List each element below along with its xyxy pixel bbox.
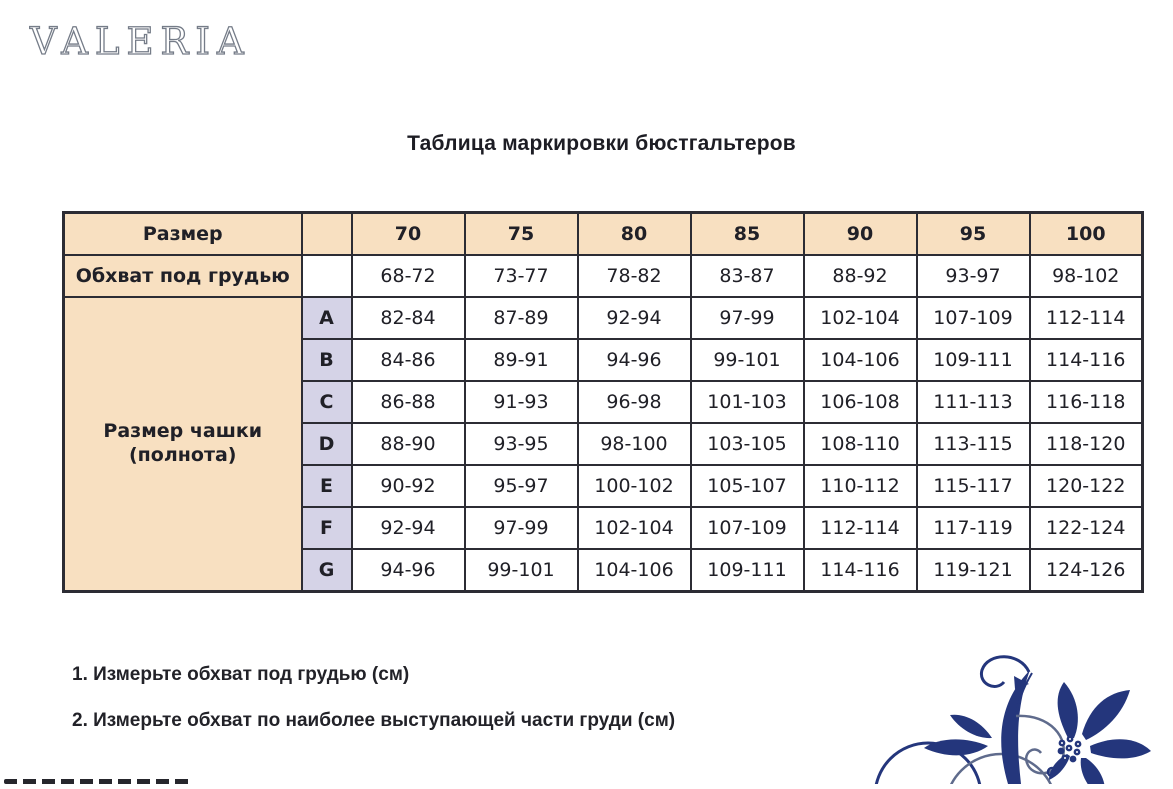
size-row-spacer-cell [302,213,352,256]
cup-value: 101-103 [691,381,804,423]
underbust-row-label: Обхват под грудью [64,255,302,297]
measuring-instructions [72,664,675,756]
size-header-70: 70 [352,213,465,256]
cropped-text-line [4,779,190,784]
table-row-cup-a [64,297,1143,339]
cup-value: 104-106 [578,549,691,592]
table-row-size [64,213,1143,256]
cup-value: 111-113 [917,381,1030,423]
cup-value: 115-117 [917,465,1030,507]
floral-ornament-icon [868,648,1173,784]
cup-value: 92-94 [352,507,465,549]
cup-label-line1: Размер чашки [103,420,263,443]
floral-ornament [868,648,1173,784]
cup-value: 100-102 [578,465,691,507]
cup-value: 124-126 [1030,549,1143,592]
cup-value: 109-111 [691,549,804,592]
size-header-80: 80 [578,213,691,256]
cup-letter-a: A [302,297,352,339]
cup-value: 120-122 [1030,465,1143,507]
cup-letter-g: G [302,549,352,592]
cup-value: 116-118 [1030,381,1143,423]
table-row-underbust [64,255,1143,297]
cup-value: 122-124 [1030,507,1143,549]
cup-value: 107-109 [691,507,804,549]
cup-label-line2: (полнота) [129,444,237,466]
brand-logo [28,12,298,68]
cup-value: 110-112 [804,465,917,507]
cup-value: 89-91 [465,339,578,381]
cup-value: 88-90 [352,423,465,465]
underbust-value: 98-102 [1030,255,1143,297]
cup-letter-c: C [302,381,352,423]
underbust-value: 88-92 [804,255,917,297]
bra-size-table [62,211,1144,593]
underbust-value: 83-87 [691,255,804,297]
cup-value: 97-99 [465,507,578,549]
cup-letter-e: E [302,465,352,507]
cup-value: 97-99 [691,297,804,339]
cup-value: 112-114 [1030,297,1143,339]
underbust-value: 78-82 [578,255,691,297]
cup-value: 87-89 [465,297,578,339]
underbust-value: 68-72 [352,255,465,297]
cup-value: 91-93 [465,381,578,423]
cup-value: 95-97 [465,465,578,507]
cup-value: 102-104 [578,507,691,549]
cup-value: 106-108 [804,381,917,423]
cup-value: 93-95 [465,423,578,465]
cup-value: 108-110 [804,423,917,465]
size-row-label: Размер [64,213,302,256]
size-header-75: 75 [465,213,578,256]
instruction-step-2: 2. Измерьте обхват по наиболее выступающей части груди (см) [72,710,676,731]
cup-value: 112-114 [804,507,917,549]
cup-value: 114-116 [804,549,917,592]
size-header-85: 85 [691,213,804,256]
cup-value: 118-120 [1030,423,1143,465]
cup-value: 107-109 [917,297,1030,339]
underbust-value: 73-77 [465,255,578,297]
cup-value: 90-92 [352,465,465,507]
instruction-step-1: 1. Измерьте обхват под грудью (см) [72,664,410,685]
underbust-spacer-cell [302,255,352,297]
cup-value: 103-105 [691,423,804,465]
cup-value: 117-119 [917,507,1030,549]
cup-value: 94-96 [352,549,465,592]
cup-size-label [64,297,302,592]
cup-value: 96-98 [578,381,691,423]
cup-letter-b: B [302,339,352,381]
cup-value: 105-107 [691,465,804,507]
cup-value: 99-101 [691,339,804,381]
cup-value: 99-101 [465,549,578,592]
cup-value: 94-96 [578,339,691,381]
size-header-95: 95 [917,213,1030,256]
cup-value: 84-86 [352,339,465,381]
size-header-100: 100 [1030,213,1143,256]
svg-text:VALERIA: VALERIA [30,20,251,63]
page-title: Таблица маркировки бюстгальтеров [407,132,796,155]
cup-value: 92-94 [578,297,691,339]
cup-letter-d: D [302,423,352,465]
cup-value: 119-121 [917,549,1030,592]
cup-value: 113-115 [917,423,1030,465]
cup-value: 102-104 [804,297,917,339]
cup-letter-f: F [302,507,352,549]
underbust-value: 93-97 [917,255,1030,297]
cup-value: 86-88 [352,381,465,423]
cup-value: 114-116 [1030,339,1143,381]
cup-value: 82-84 [352,297,465,339]
cup-value: 104-106 [804,339,917,381]
size-header-90: 90 [804,213,917,256]
brand-logo-graphic [28,12,298,68]
cup-value: 98-100 [578,423,691,465]
cup-value: 109-111 [917,339,1030,381]
